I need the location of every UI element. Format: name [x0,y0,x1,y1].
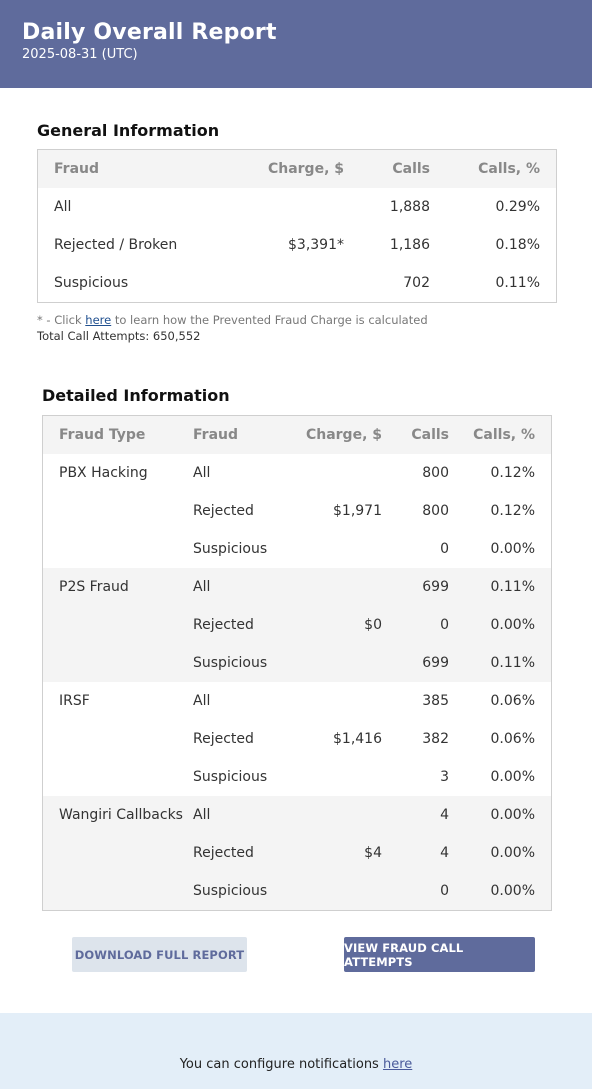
calls-cell: 4 [382,834,449,872]
report-header [0,0,592,88]
calls-pct-cell: 0.29% [495,199,540,215]
charge-cell: $0 [283,606,382,644]
charge-cell: $4 [283,834,382,872]
charge-cell [283,530,382,568]
charge-cell [283,454,382,492]
table-header-row [38,150,556,188]
table-row [38,226,556,264]
table-row [43,796,551,834]
table-row [43,454,551,492]
col-charge: Charge, $ [305,427,382,443]
detailed-info-table [42,415,552,911]
calls-pct-cell: 0.06% [490,693,535,709]
note-here-link[interactable]: here [85,313,112,327]
charge-cell [208,264,350,302]
configure-notifications-link[interactable]: here [382,1057,413,1072]
report-date: 2025-08-31 (UTC) [22,47,138,62]
calls-cell: 4 [382,796,449,834]
calls-pct-cell: 0.00% [449,834,551,872]
fraud-cell: Suspicious [193,644,283,682]
general-info-title: General Information [37,121,220,140]
calls-pct-cell: 0.00% [449,606,551,644]
table-row [43,682,551,720]
calls-pct-cell: 0.11% [449,644,551,682]
col-calls: Calls [411,427,449,443]
col-calls: Calls [392,161,430,177]
fraud-cell: Suspicious [193,872,283,910]
calls-pct-cell: 0.06% [490,731,535,747]
calls-cell: 0 [382,872,449,910]
view-fraud-call-attempts-button[interactable]: VIEW FRAUD CALL ATTEMPTS [344,937,535,972]
calls-cell: 702 [403,275,430,291]
fraud-cell: Rejected / Broken [54,237,178,253]
calls-pct-cell: 0.00% [449,872,551,910]
col-fraud: Fraud [54,161,100,177]
footer-text: You can configure notifications [179,1057,383,1072]
calls-cell: 382 [422,731,449,747]
calls-cell: 3 [440,769,449,785]
calls-pct-cell: 0.00% [490,769,535,785]
calls-pct-cell: 0.12% [490,503,535,519]
charge-cell [208,188,350,226]
fraud-type-cell: Wangiri Callbacks [43,796,193,910]
charge-cell [283,644,382,682]
table-header-row [43,416,551,454]
calls-pct-cell: 0.11% [449,568,551,606]
charge-cell [283,568,382,606]
fraud-cell: Suspicious [193,541,268,557]
fraud-cell: All [193,693,211,709]
fraud-cell: All [193,796,283,834]
calls-pct-cell: 0.12% [490,465,535,481]
charge-cell [283,796,382,834]
calls-pct-cell: 0.00% [490,541,535,557]
calls-cell: 1,186 [389,237,430,253]
charge-cell [283,872,382,910]
calls-cell: 0 [382,606,449,644]
col-charge: Charge, $ [267,161,344,177]
fraud-cell: Rejected [193,606,283,644]
detailed-info-title: Detailed Information [42,386,230,405]
footer [0,1013,592,1089]
download-full-report-button[interactable]: DOWNLOAD FULL REPORT [72,937,247,972]
fraud-cell: Rejected [193,834,283,872]
calls-pct-cell: 0.00% [449,796,551,834]
calls-pct-cell: 0.18% [495,237,540,253]
fraud-cell: All [54,199,72,215]
col-calls-pct: Calls, % [478,161,540,177]
general-info-table [37,149,557,303]
col-fraud-type: Fraud Type [59,427,146,443]
col-calls-pct: Calls, % [473,427,535,443]
charge-note [37,312,428,344]
calls-pct-cell: 0.11% [495,275,540,291]
charge-cell: $1,416 [333,731,382,747]
fraud-cell: Rejected [193,731,254,747]
fraud-type-cell: IRSF [59,693,90,709]
calls-cell: 699 [382,568,449,606]
charge-cell: $3,391* [288,237,344,253]
calls-cell: 800 [422,503,449,519]
fraud-type-cell: PBX Hacking [59,465,148,481]
charge-cell [283,758,382,796]
calls-cell: 385 [422,693,449,709]
calls-cell: 800 [422,465,449,481]
calls-cell: 699 [382,644,449,682]
calls-cell: 1,888 [389,199,430,215]
fraud-cell: All [193,568,283,606]
table-row [38,264,556,302]
charge-cell: $1,971 [333,503,382,519]
fraud-type-cell: P2S Fraud [43,568,193,682]
fraud-cell: Suspicious [193,769,268,785]
table-row [43,568,551,606]
fraud-cell: All [193,465,211,481]
total-call-attempts: Total Call Attempts: 650,552 [37,329,201,343]
charge-cell [283,682,382,720]
table-row [38,188,556,226]
fraud-cell: Suspicious [54,275,129,291]
note-prefix: * - Click [37,313,86,327]
report-title: Daily Overall Report [22,20,277,45]
col-fraud: Fraud [193,427,239,443]
note-suffix: to learn how the Prevented Fraud Charge is calculated [111,313,428,327]
calls-cell: 0 [440,541,449,557]
fraud-cell: Rejected [193,503,254,519]
